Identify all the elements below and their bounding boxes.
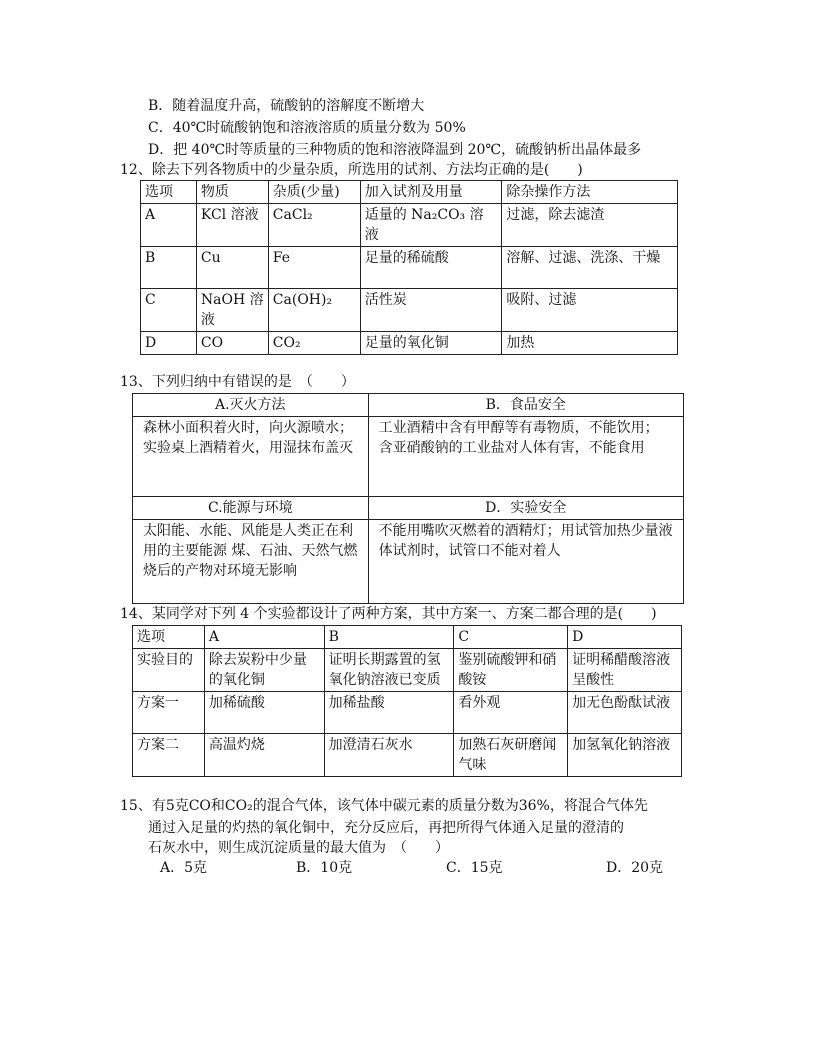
table-row	[133, 692, 682, 734]
table-header-cell: 加入试剂及用量	[360, 181, 502, 204]
q13-c-title: C.能源与环境	[133, 497, 369, 520]
table-row	[133, 394, 684, 417]
table-cell: D	[141, 332, 197, 355]
table-header-cell: D	[568, 626, 682, 649]
table-cell: 除去炭粉中少量的氧化铜	[204, 649, 324, 692]
table-cell: 溶解、过滤、洗涤、干燥	[502, 247, 678, 289]
q15-stem-line-2: 通过入足量的灼热的氧化铜中，充分反应后，再把所得气体通入足量的澄清的	[148, 820, 624, 836]
table-cell: 方案一	[133, 692, 205, 734]
q13-c-body: 太阳能、水能、风能是人类正在利用的主要能源 煤、石油、天然气燃烧后的产物对环境无影响	[133, 520, 369, 604]
table-cell: 足量的氧化铜	[360, 332, 502, 355]
table-row	[133, 417, 684, 497]
table-cell: Ca(OH)₂	[268, 289, 360, 332]
table-cell: 活性炭	[360, 289, 502, 332]
table-row	[133, 649, 682, 692]
table-header-cell: 杂质(少量)	[268, 181, 360, 204]
table-row	[133, 734, 682, 777]
q13-a-title: A.灭火方法	[133, 394, 369, 417]
table-cell: CO	[196, 332, 268, 355]
table-cell: 足量的稀硫酸	[360, 247, 502, 289]
q13-b-body-line-1: 工业酒精中含有甲醇等有毒物质，不能饮用；	[378, 420, 659, 436]
table-cell: CO₂	[268, 332, 360, 355]
table-cell: 加熟石灰研磨闻气味	[454, 734, 568, 777]
table-cell: 证明长期露置的氢氧化钠溶液已变质	[324, 649, 454, 692]
table-header-cell: B	[324, 626, 454, 649]
q15-option-b: B．10克	[296, 860, 353, 876]
table-header-cell: 物质	[196, 181, 268, 204]
q11-option-c: C．40℃时硫酸钠饱和溶液溶质的质量分数为 50%	[148, 120, 466, 136]
q12-stem: 12、除去下列各物质中的少量杂质，所选用的试剂、方法均正确的是( )	[120, 162, 583, 178]
q15-option-d: D．20克	[606, 860, 664, 876]
table-cell: CaCl₂	[268, 204, 360, 247]
table-cell: 加氢氧化钠溶液	[568, 734, 682, 777]
q13-b-body-line-2: 含亚硝酸钠的工业盐对人体有害，不能食用	[378, 440, 645, 456]
table-cell: 加稀硫酸	[204, 692, 324, 734]
table-cell: 加无色酚酞试液	[568, 692, 682, 734]
table-cell: 加稀盐酸	[324, 692, 454, 734]
q11-option-d: D．把 40℃时等质量的三种物质的饱和溶液降温到 20℃，硫酸钠析出晶体最多	[148, 142, 642, 158]
table-cell: 加澄清石灰水	[324, 734, 454, 777]
q13-b-title: B．食品安全	[368, 394, 683, 417]
table-cell: 适量的 Na₂CO₃ 溶液	[360, 204, 502, 247]
table-cell: 方案二	[133, 734, 205, 777]
table-header-cell: 选项	[133, 626, 205, 649]
table-header-cell: 选项	[141, 181, 197, 204]
q15-option-c: C．15克	[446, 860, 503, 876]
table-cell: 证明稀醋酸溶液呈酸性	[568, 649, 682, 692]
table-cell: 吸附、过滤	[502, 289, 678, 332]
q15-stem-line-3: 石灰水中，则生成沉淀质量的最大值为 （ ）	[148, 840, 449, 856]
q15-stem-line-1: 15、有5克CO和CO₂的混合气体，该气体中碳元素的质量分数为36%，将混合气体先	[120, 798, 648, 814]
table-cell: 过滤，除去滤渣	[502, 204, 678, 247]
q11-option-b: B．随着温度升高，硫酸钠的溶解度不断增大	[148, 98, 425, 114]
table-row	[141, 247, 678, 289]
q12-table	[140, 180, 678, 355]
q13-b-body	[368, 417, 683, 497]
table-cell: 鉴别硫酸钾和硝酸铵	[454, 649, 568, 692]
q15-option-a: A．5克	[160, 860, 208, 876]
table-header-cell: A	[204, 626, 324, 649]
table-header-row	[141, 181, 678, 204]
table-cell: NaOH 溶液	[196, 289, 268, 332]
table-cell: C	[141, 289, 197, 332]
table-row	[141, 332, 678, 355]
table-cell: 看外观	[454, 692, 568, 734]
q13-a-body: 森林小面积着火时，向火源喷水；实验桌上酒精着火，用湿抹布盖灭	[133, 417, 369, 497]
table-cell: 实验目的	[133, 649, 205, 692]
table-cell: Cu	[196, 247, 268, 289]
q13-d-title: D．实验安全	[368, 497, 683, 520]
table-row	[133, 497, 684, 520]
table-header-cell: C	[454, 626, 568, 649]
q13-table	[132, 393, 684, 604]
table-cell: A	[141, 204, 197, 247]
table-row	[141, 204, 678, 247]
table-cell: Fe	[268, 247, 360, 289]
table-cell: B	[141, 247, 197, 289]
q13-stem: 13、下列归纳中有错误的是 （ ）	[120, 374, 355, 390]
table-cell: KCl 溶液	[196, 204, 268, 247]
table-header-row	[133, 626, 682, 649]
q14-stem: 14、某同学对下列 4 个实验都设计了两种方案，其中方案一、方案二都合理的是( )	[120, 606, 657, 622]
table-row	[133, 520, 684, 604]
q13-d-body: 不能用嘴吹灭燃着的酒精灯；用试管加热少量液体试剂时，试管口不能对着人	[368, 520, 683, 604]
table-row	[141, 289, 678, 332]
q14-table	[132, 625, 682, 777]
table-cell: 高温灼烧	[204, 734, 324, 777]
table-cell: 加热	[502, 332, 678, 355]
table-header-cell: 除杂操作方法	[502, 181, 678, 204]
